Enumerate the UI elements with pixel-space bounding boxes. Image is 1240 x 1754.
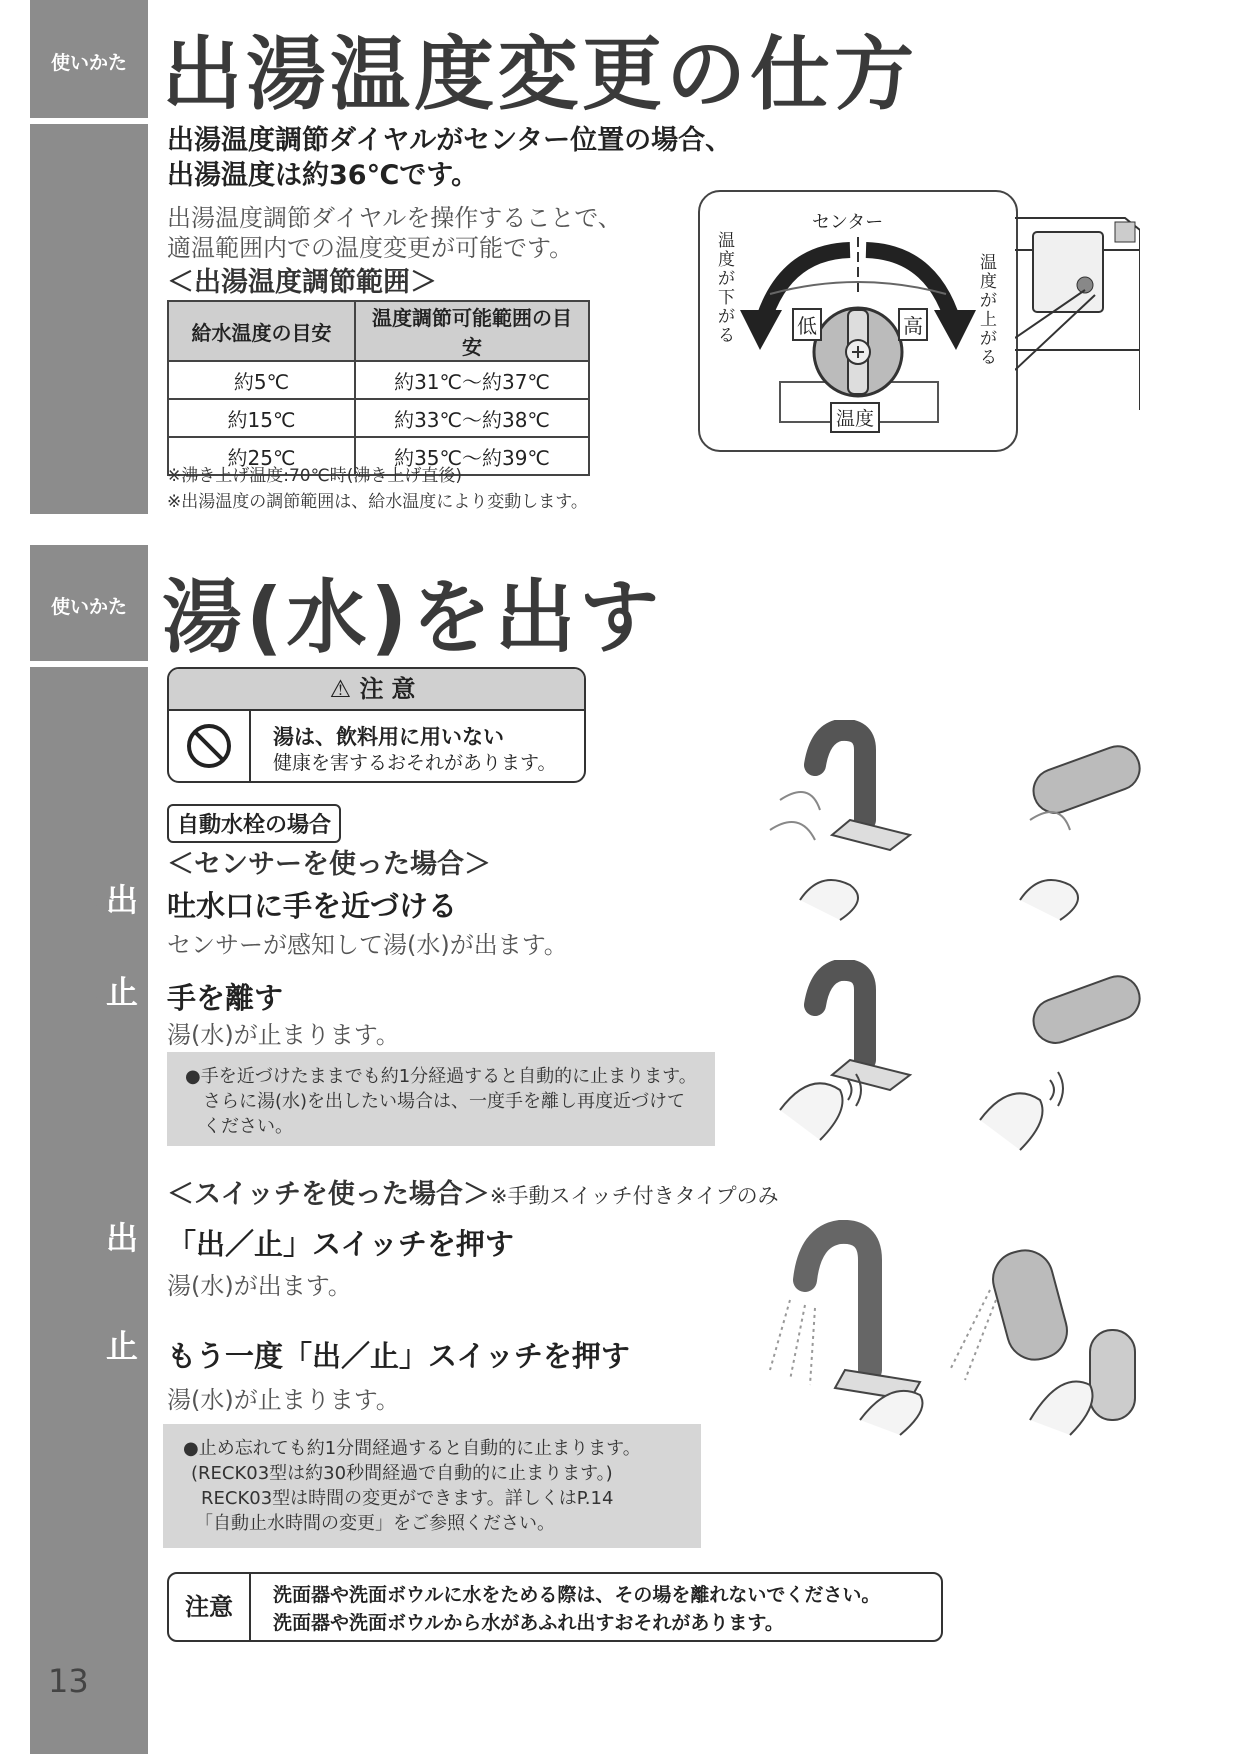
caution-box — [167, 667, 586, 783]
section1-subtitle-2: 出湯温度は約36℃です。 — [167, 160, 479, 191]
bottom-caution-label: 注意 — [169, 1574, 251, 1640]
warning-icon: ⚠ — [329, 675, 352, 703]
section2-tab: 使いかた — [50, 596, 127, 618]
temperature-range-table — [167, 300, 590, 476]
step-icon-stop: 止 — [96, 1320, 148, 1372]
switch-heading — [167, 1172, 779, 1211]
dial-right-label: 温度が上がる — [980, 253, 997, 368]
table-cell: 約5℃ — [168, 361, 355, 399]
faucet-sensor-start-illustration — [760, 720, 1160, 940]
switch-note-line: (RECK03型は約30秒間経過で自動的に止まります。) — [191, 1463, 613, 1484]
section1-subtitle-1: 出湯温度調節ダイヤルがセンター位置の場合、 — [167, 125, 733, 156]
caution-line-2: 健康を害するおそれがあります。 — [273, 752, 557, 774]
bottom-caution-line-1: 洗面器や洗面ボウルに水をためる際は、その場を離れないでください。 — [273, 1584, 881, 1606]
side-bar-section1 — [30, 124, 148, 514]
step-icon-start: 出 — [96, 1212, 148, 1264]
section1-desc-1: 出湯温度調節ダイヤルを操作することで、 — [167, 204, 622, 232]
table-row — [168, 399, 589, 437]
table-cell: 約25℃ — [168, 437, 355, 475]
dial-temp-label: 温度 — [830, 402, 880, 433]
dial-low-label: 低 — [792, 308, 822, 341]
faucet-sensor-stop-illustration — [760, 960, 1160, 1160]
section1-note-1: ※沸き上げ温度:70℃時(沸き上げ直後) — [167, 466, 462, 486]
dial-high-label: 高 — [898, 308, 928, 341]
step-desc: 湯(水)が止まります。 — [167, 1021, 400, 1049]
dial-left-label: 温度が下がる — [718, 231, 735, 346]
sensor-heading: ＜センサーを使った場合＞ — [167, 849, 491, 880]
table-header-range: 温度調節可能範囲の目安 — [355, 301, 589, 361]
page-number: 13 — [48, 1662, 89, 1700]
step-icon-start: 出 — [96, 874, 148, 926]
sensor-note-line: さらに湯(水)を出したい場合は、一度手を離し再度近づけて — [203, 1091, 686, 1112]
range-heading: ＜出湯温度調節範囲＞ — [167, 267, 437, 298]
section1-desc-2: 適温範囲内での温度変更が可能です。 — [167, 234, 574, 262]
section1-tab: 使いかた — [50, 52, 127, 74]
table-row — [168, 361, 589, 399]
table-header-supply: 給水温度の目安 — [168, 301, 355, 361]
bottom-caution-box — [167, 1572, 943, 1642]
step-icon-stop: 止 — [96, 966, 148, 1018]
step-title: 手を離す — [167, 981, 284, 1015]
table-cell: 約15℃ — [168, 399, 355, 437]
caution-line-1: 湯は、飲料用に用いない — [273, 725, 504, 749]
switch-note-line: 「自動止水時間の変更」をご参照ください。 — [195, 1513, 555, 1534]
step-title: 吐水口に手を近づける — [167, 889, 458, 923]
switch-note-line: RECK03型は時間の変更ができます。詳しくはP.14 — [201, 1488, 614, 1509]
bottom-caution-line-2: 洗面器や洗面ボウルから水があふれ出すおそれがあります。 — [273, 1612, 784, 1634]
step-desc: 湯(水)が止まります。 — [167, 1386, 400, 1414]
caution-header-label: 注意 — [359, 675, 424, 703]
section1-title: 出湯温度変更の仕方 — [162, 28, 918, 121]
section2-title: 湯(水)を出す — [162, 571, 664, 664]
sensor-note-line: ●手を近づけたままでも約1分経過すると自動的に止まります。 — [185, 1066, 697, 1087]
switch-heading-note: ※手動スイッチ付きタイプのみ — [489, 1184, 779, 1208]
water-heater-unit-illustration — [1015, 210, 1140, 410]
dial-center-label: センター — [812, 212, 884, 233]
side-bar-section2 — [30, 667, 148, 1754]
step-title: 「出／止」スイッチを押す — [167, 1227, 514, 1261]
step-title: もう一度「出／止」スイッチを押す — [167, 1339, 630, 1373]
table-cell: 約31℃～約37℃ — [355, 361, 589, 399]
switch-note-box — [163, 1424, 701, 1548]
switch-note-line: ●止め忘れても約1分間経過すると自動的に止まります。 — [183, 1438, 641, 1459]
switch-heading-main: ＜スイッチを使った場合＞ — [167, 1179, 490, 1210]
auto-faucet-tag: 自動水栓の場合 — [167, 804, 341, 843]
dial-diagram — [698, 190, 1018, 452]
sensor-note-box — [167, 1052, 715, 1146]
step-desc: センサーが感知して湯(水)が出ます。 — [167, 931, 568, 959]
faucet-switch-illustration — [760, 1220, 1160, 1440]
sensor-note-line: ください。 — [203, 1116, 293, 1137]
prohibited-icon — [169, 711, 251, 781]
section1-note-2: ※出湯温度の調節範囲は、給水温度により変動します。 — [167, 492, 588, 512]
step-desc: 湯(水)が出ます。 — [167, 1272, 352, 1300]
caution-header — [169, 669, 584, 711]
table-cell: 約33℃～約38℃ — [355, 399, 589, 437]
table-cell: 約35℃～約39℃ — [355, 437, 589, 475]
